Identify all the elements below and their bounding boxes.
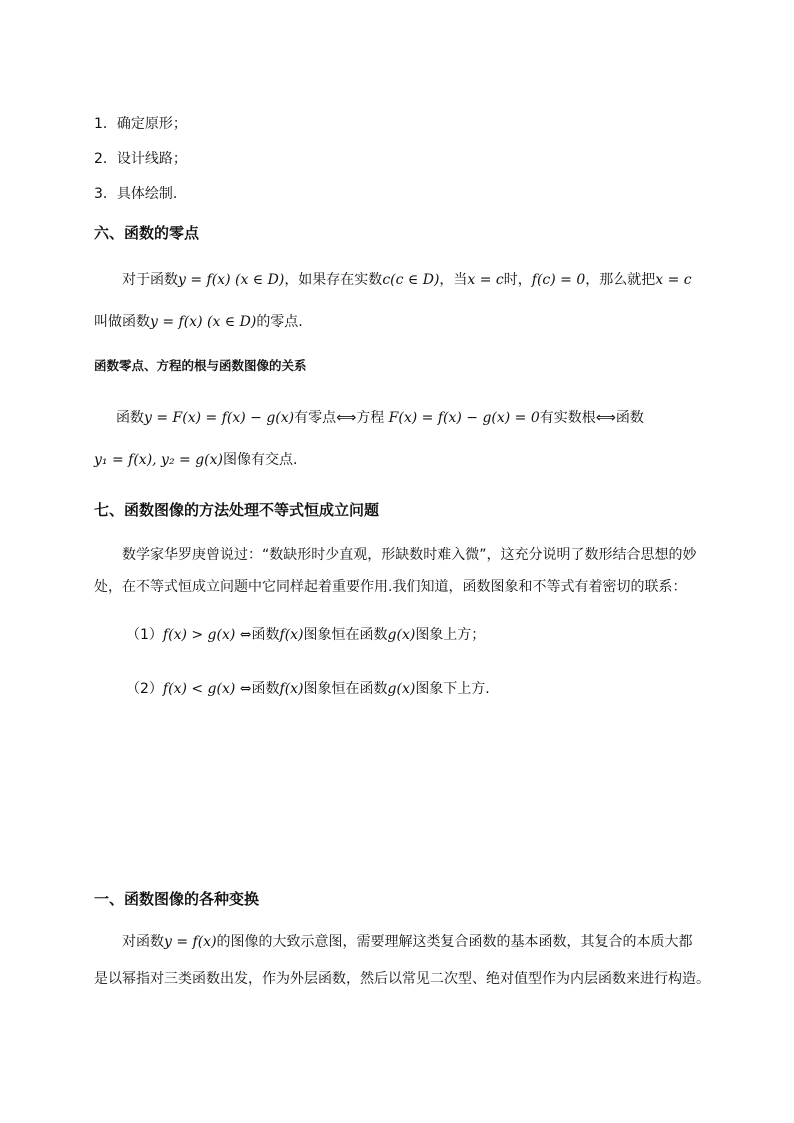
- text: 函数: [251, 681, 280, 697]
- math: f(x) < g(x) ⇔: [162, 681, 252, 697]
- text: 图象恒在函数: [303, 681, 388, 697]
- text: 的图像的大致示意图，需要理解这类复合函数的基本函数，其复合的本质大都: [216, 934, 693, 950]
- math: x = c: [467, 272, 504, 288]
- math: f(c) = 0: [531, 272, 586, 288]
- math: y = F(x) = f(x) − g(x): [144, 410, 295, 426]
- section-6-title: 六、函数的零点: [94, 224, 200, 242]
- math: f(x): [279, 627, 304, 643]
- text: 函数: [116, 410, 144, 426]
- relation-paragraph-line-1: [116, 408, 644, 428]
- text: 对于函数: [122, 272, 178, 288]
- section-1-title: 一、函数图像的各种变换: [94, 890, 260, 908]
- list-item-1: 1．确定原形；: [94, 116, 187, 132]
- section-1-paragraph-line-2: 是以幂指对三类函数出发，作为外层函数，然后以常见二次型、绝对值型作为内层函数来进行构造。: [94, 971, 710, 987]
- math: g(x): [387, 681, 416, 697]
- section-7-title: 七、函数图像的方法处理不等式恒成立问题: [94, 501, 380, 519]
- math: y = f(x): [164, 934, 217, 950]
- math: c(c ∈ D): [382, 272, 440, 288]
- text: ，如果存在实数: [284, 272, 383, 288]
- section-7-paragraph-line-2: 处，在不等式恒成立问题中它同样起着重要作用.我们知道，函数图象和不等式有着密切的联系：: [94, 579, 687, 595]
- text: ，那么就把: [585, 272, 656, 288]
- text: 图象恒在函数: [303, 627, 388, 643]
- section-6-paragraph-line-2: [94, 312, 303, 332]
- text: 有零点⟺方程: [294, 410, 385, 426]
- relation-paragraph-line-2: [94, 450, 297, 470]
- section-7-paragraph-line-1: 数学家华罗庚曾说过：“数缺形时少直观，形缺数时难入微”，这充分说明了数形结合思想的妙: [122, 547, 697, 563]
- relation-subtitle: 函数零点、方程的根与函数图像的关系: [94, 358, 307, 373]
- section-7-item-2: [126, 679, 490, 699]
- text: （1）: [126, 627, 163, 643]
- text: （2）: [126, 681, 163, 697]
- text: 函数: [251, 627, 280, 643]
- list-item-3: 3．具体绘制.: [94, 186, 178, 202]
- text: 叫做函数: [94, 314, 150, 330]
- section-7-item-1: [126, 625, 485, 645]
- math: x = c: [655, 272, 692, 288]
- section-6-paragraph-line-1: [122, 270, 692, 290]
- text: 时，: [503, 272, 532, 288]
- text: 的零点.: [256, 314, 303, 330]
- list-item-2: 2．设计线路；: [94, 151, 187, 167]
- math: f(x): [279, 681, 304, 697]
- text: 对函数: [122, 934, 164, 950]
- text: 有实数根⟺函数: [539, 410, 644, 426]
- math: g(x): [387, 627, 416, 643]
- math: y = f(x) (x ∈ D): [150, 314, 257, 330]
- math: y = f(x) (x ∈ D): [178, 272, 285, 288]
- math: F(x) = f(x) − g(x) = 0: [388, 410, 540, 426]
- text: 图象上方；: [415, 627, 486, 643]
- math: y₁ = f(x), y₂ = g(x): [94, 452, 223, 468]
- math: f(x) > g(x) ⇔: [162, 627, 252, 643]
- section-1-paragraph-line-1: [122, 932, 693, 952]
- text: ，当: [439, 272, 468, 288]
- text: 图象下上方.: [415, 681, 490, 697]
- text: 图像有交点.: [223, 452, 298, 468]
